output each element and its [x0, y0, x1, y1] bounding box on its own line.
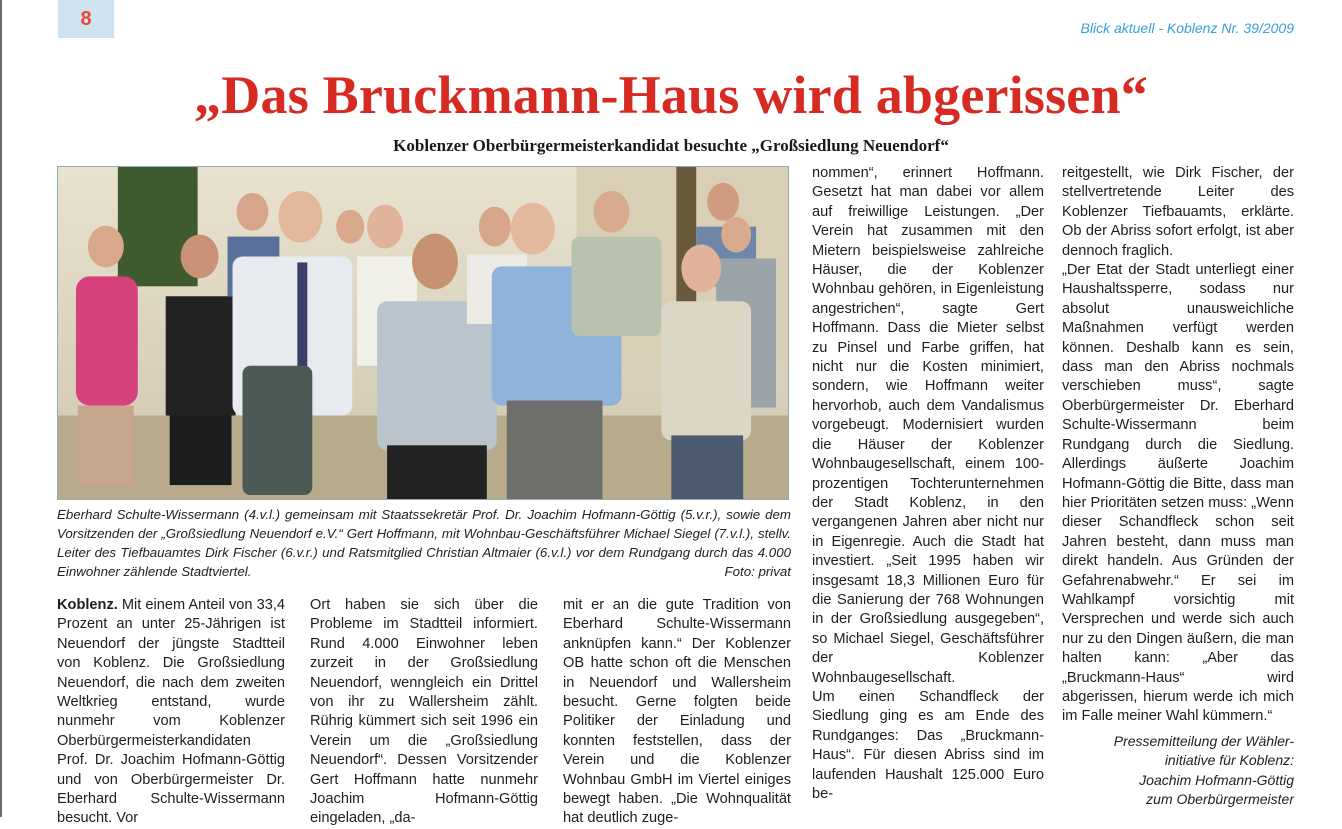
photo-caption	[57, 505, 791, 581]
press-line-3: Joachim Hofmann-Göttig	[1139, 771, 1294, 788]
group-photo	[57, 166, 789, 500]
press-line-4: zum Oberbürgermeister	[1146, 791, 1294, 808]
column-4-text-b: Um einen Schandfleck der Siedlung ging es am Ende des Rundganges: Das „Bruckmann-Haus“. Für diesen Abriss sind im laufenden Haushalt 125.000 Euro be-	[812, 688, 1044, 802]
column-4-text: nommen“, erinnert Hoffmann. Gesetzt hat man dabei vor allem auf freiwillige Leistungen. „Der Verein hat zusammen mit den Mietern beispielsweise zahlreiche Häuser, die der Koblenzer Wohnbau gehören, in Eigenleistung angestrichen“, sagte Gert Hoffmann. Dass die Mieter selbst zu Pinsel und Farbe griffen, hat nicht nur die Kosten minimiert, sondern, wie Hoffmann weiter hervorhob, auch dem Vandalismus vorgebeugt. Modernisiert wurden die Häuser der Koblenzer Wohnbaugesellschaft, einem 100-prozentigen Tochterunternehmen der Stadt Koblenz, in den vergangenen Jahren aber nicht nur in Eigenregie. Auch die Stadt hat investiert. „Seit 1995 haben wir insgesamt 18,3 Millionen Euro für die Sanierung der 768 Wohnungen in der Großsiedlung ausgegeben“, so Michael Siegel, Geschäftsführer der Koblenzer Wohnbaugesellschaft.	[812, 165, 1044, 686]
caption-text: Eberhard Schulte-Wissermann (4.v.l.) gemeinsam mit Staatssekretär Prof. Dr. Joachim Hofmann-Göttig (5.v.r.), sowie dem Vorsitzenden der „Großsiedlung Neuendorf e.V.“ Gert Hoffmann, mit Wohnbau-Geschäftsführer Michael Siegel (7.v.l.), stellv. Leiter des Tiefbauamtes Dirk Fischer (6.v.r.) und Ratsmitglied Christian Altmaier (6.v.l.) vor dem Rundgang durch das 4.000 Einwohner zählende Stadtviertel.	[57, 507, 791, 579]
column-5-text-b: „Der Etat der Stadt unterliegt einer Haushaltssperre, sodass nur absolut unausweichliche Maßnahmen verfügt werden können. Deshalb kann es sein, dass man den Abriss nochmals verschieben muss“, sagte Oberbürgermeister Dr. Eberhard Schulte-Wissermann beim Rundgang durch die Siedlung. Allerdings äußerte Joachim Hofmann-Göttig die Bitte, dass man hier Prioritäten setzen muss: „Wenn dieser Schandfleck schon seit Jahren besteht, dann muss man direkt handeln. Aus Gründen der Gefahrenabwehr.“ Er sei im Wahlkampf vorsichtig mit Versprechen und werde sich auch nur zu den Dingen äußern, die man halten kann: „Aber das „Bruckmann-Haus“ wird abgerissen, hierum werde ich mich im Falle meiner Wahl kümmern.“	[1062, 262, 1294, 725]
press-line-1: Pressemitteilung der Wähler-	[1113, 733, 1294, 749]
group-photo-illustration	[58, 167, 788, 499]
text-column-4	[812, 164, 1044, 804]
press-release-signature	[1062, 732, 1294, 810]
text-column-5	[1062, 164, 1294, 727]
text-column-3	[563, 596, 791, 829]
text-column-2	[310, 596, 538, 829]
column-2-text: Ort haben sie sich über die Probleme im Stadtteil informiert. Rund 4.000 Einwohner leben zurzeit in der Großsiedlung Neuendorf, wenngleich ein Drittel von ihr zu Wallersheim zählt. Rührig kümmert sich seit 1996 ein Verein um die „Großsiedlung Neuendorf“. Dessen Vorsitzender Gert Hoffmann hatte nunmehr Joachim Hofmann-Göttig eingeladen, „da-	[310, 597, 538, 827]
dateline: Koblenz.	[57, 597, 118, 613]
issue-label: Blick aktuell - Koblenz Nr. 39/2009	[1080, 20, 1294, 36]
column-3-text: mit er an die gute Tradition von Eberhard Schulte-Wissermann anknüpfen kann.“ Der Koblenzer OB hatte schon oft die Menschen in Neuendorf und Wallersheim besucht. Gerne folgten beide Politiker der Einladung und konnten feststellen, dass der Verein und die Koblenzer Wohnbau GmbH im Viertel einiges bewegt haben. „Die Wohnqualität hat deutlich zuge-	[563, 597, 791, 827]
subheadline: Koblenzer Oberbürgermeisterkandidat besuchte „Großsiedlung Neuendorf“	[393, 136, 949, 155]
headline: „Das Bruckmann-Haus wird abgerissen“	[194, 65, 1148, 125]
press-line-2: initiative für Koblenz:	[1164, 752, 1294, 769]
page-number: 8	[58, 0, 114, 38]
text-column-1	[57, 596, 285, 829]
column-1-text: Mit einem Anteil von 33,4 Prozent an unter 25-Jährigen ist Neuendorf der jüngste Stadtteil von Koblenz. Die Großsiedlung Neuendorf, die nach dem zweiten Weltkrieg entstand, wurde nunmehr vom Koblenzer Oberbürgermeisterkandidaten Prof. Dr. Joachim Hofmann-Göttig und von Oberbürgermeister Dr. Eberhard Schulte-Wissermann besucht. Vor	[57, 597, 285, 827]
photo-credit: Foto: privat	[724, 564, 791, 579]
column-5-text: reitgestellt, wie Dirk Fischer, der stellvertretende Leiter des Koblenzer Tiefbauamts, erklärte. Ob der Abriss sofort erfolgt, ist aber dennoch fraglich.	[1062, 165, 1294, 259]
